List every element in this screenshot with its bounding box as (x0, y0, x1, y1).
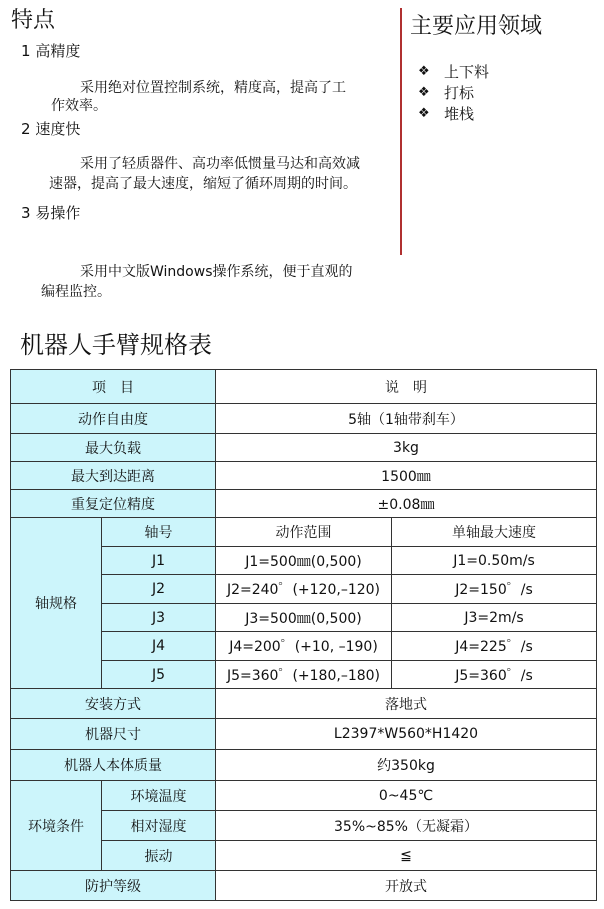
humidity-label: 相对湿度 (102, 811, 216, 841)
table-row (11, 370, 597, 404)
table-row (11, 781, 597, 811)
spec-table (10, 369, 597, 901)
dimensions-value: L2397*W560*H1420 (216, 719, 597, 750)
dof-label: 动作自由度 (11, 404, 216, 434)
feature-1-heading (21, 40, 80, 61)
repeatability-value: ±0.08㎜ (216, 490, 597, 518)
applications-title: 主要应用领域 (410, 14, 543, 39)
header-desc-cell: 说 明 (216, 370, 597, 404)
table-row (11, 689, 597, 719)
axis-range: J4=200゜(+10, –190) (216, 632, 392, 661)
axis-speed: J5=360゜/s (392, 661, 597, 689)
mounting-value: 落地式 (216, 689, 597, 719)
axis-speed: J4=225゜/s (392, 632, 597, 661)
payload-value: 3kg (216, 434, 597, 462)
speed-col-header: 单轴最大速度 (392, 518, 597, 547)
features-title: 特点 (11, 8, 56, 33)
table-row (11, 404, 597, 434)
temperature-label: 环境温度 (102, 781, 216, 811)
range-col-header: 动作范围 (216, 518, 392, 547)
table-row (11, 750, 597, 781)
reach-label: 最大到达距离 (11, 462, 216, 490)
spec-table-title: 机器人手臂规格表 (20, 331, 212, 359)
axis-speed: J2=150゜/s (392, 575, 597, 604)
feature-3-desc-line1: 采用中文版Windows操作系统，便于直观的 (80, 264, 353, 280)
axis-range: J5=360゜(+180,–180) (216, 661, 392, 689)
feature-1-desc-line2: 作效率。 (51, 98, 107, 114)
header-item-cell: 项 目 (11, 370, 216, 404)
feature-2-heading (21, 118, 80, 139)
feature-2-title: 速度快 (35, 120, 81, 138)
protection-label: 防护等级 (11, 871, 216, 901)
mass-label: 机器人本体质量 (11, 750, 216, 781)
diamond-bullet-icon: ❖ (418, 106, 430, 121)
application-label: 堆栈 (444, 105, 475, 123)
repeatability-label: 重复定位精度 (11, 490, 216, 518)
feature-1-number: 1 (21, 42, 31, 60)
feature-2-number: 2 (21, 120, 31, 138)
mounting-label: 安装方式 (11, 689, 216, 719)
table-row (11, 462, 597, 490)
humidity-value: 35%~85%（无凝霜） (216, 811, 597, 841)
mass-value: 约350kg (216, 750, 597, 781)
feature-1-title: 高精度 (35, 42, 81, 60)
diamond-bullet-icon: ❖ (418, 85, 430, 100)
temperature-value: 0~45℃ (216, 781, 597, 811)
vibration-label: 振动 (102, 841, 216, 871)
feature-1-desc-line1: 采用绝对位置控制系统，精度高，提高了工 (80, 80, 346, 96)
feature-3-title: 易操作 (35, 204, 81, 222)
payload-label: 最大负载 (11, 434, 216, 462)
application-item (418, 103, 489, 124)
feature-3-number: 3 (21, 204, 31, 222)
table-row (11, 518, 597, 547)
feature-3-heading (21, 202, 80, 223)
dimensions-label: 机器尺寸 (11, 719, 216, 750)
feature-2-desc-line1: 采用了轻质器件、高功率低惯量马达和高效减 (80, 156, 360, 172)
axis-col-header: 轴号 (102, 518, 216, 547)
axis-speed: J1=0.50m/s (392, 547, 597, 575)
axis-range: J3=500㎜(0,500) (216, 604, 392, 632)
axis-id: J1 (102, 547, 216, 575)
diamond-bullet-icon: ❖ (418, 64, 430, 79)
application-label: 上下料 (444, 63, 490, 81)
axis-id: J4 (102, 632, 216, 661)
axis-range: J1=500㎜(0,500) (216, 547, 392, 575)
axis-id: J2 (102, 575, 216, 604)
application-label: 打标 (444, 84, 475, 102)
protection-value: 开放式 (216, 871, 597, 901)
table-row (11, 434, 597, 462)
env-group-label: 环境条件 (11, 781, 102, 871)
axis-id: J3 (102, 604, 216, 632)
dof-value: 5轴（1轴带刹车） (216, 404, 597, 434)
axis-id: J5 (102, 661, 216, 689)
table-row (11, 719, 597, 750)
application-item (418, 61, 489, 82)
feature-2-desc-line2: 速器，提高了最大速度，缩短了循环周期的时间。 (49, 176, 357, 192)
table-row (11, 871, 597, 901)
feature-3-desc-line2: 编程监控。 (41, 284, 111, 300)
axis-range: J2=240゜(+120,–120) (216, 575, 392, 604)
axis-group-label: 轴规格 (11, 518, 102, 689)
applications-list (418, 61, 489, 124)
table-row (11, 490, 597, 518)
application-item (418, 82, 489, 103)
axis-speed: J3=2m/s (392, 604, 597, 632)
vibration-value: ≦ (216, 841, 597, 871)
section-divider (400, 8, 402, 255)
reach-value: 1500㎜ (216, 462, 597, 490)
